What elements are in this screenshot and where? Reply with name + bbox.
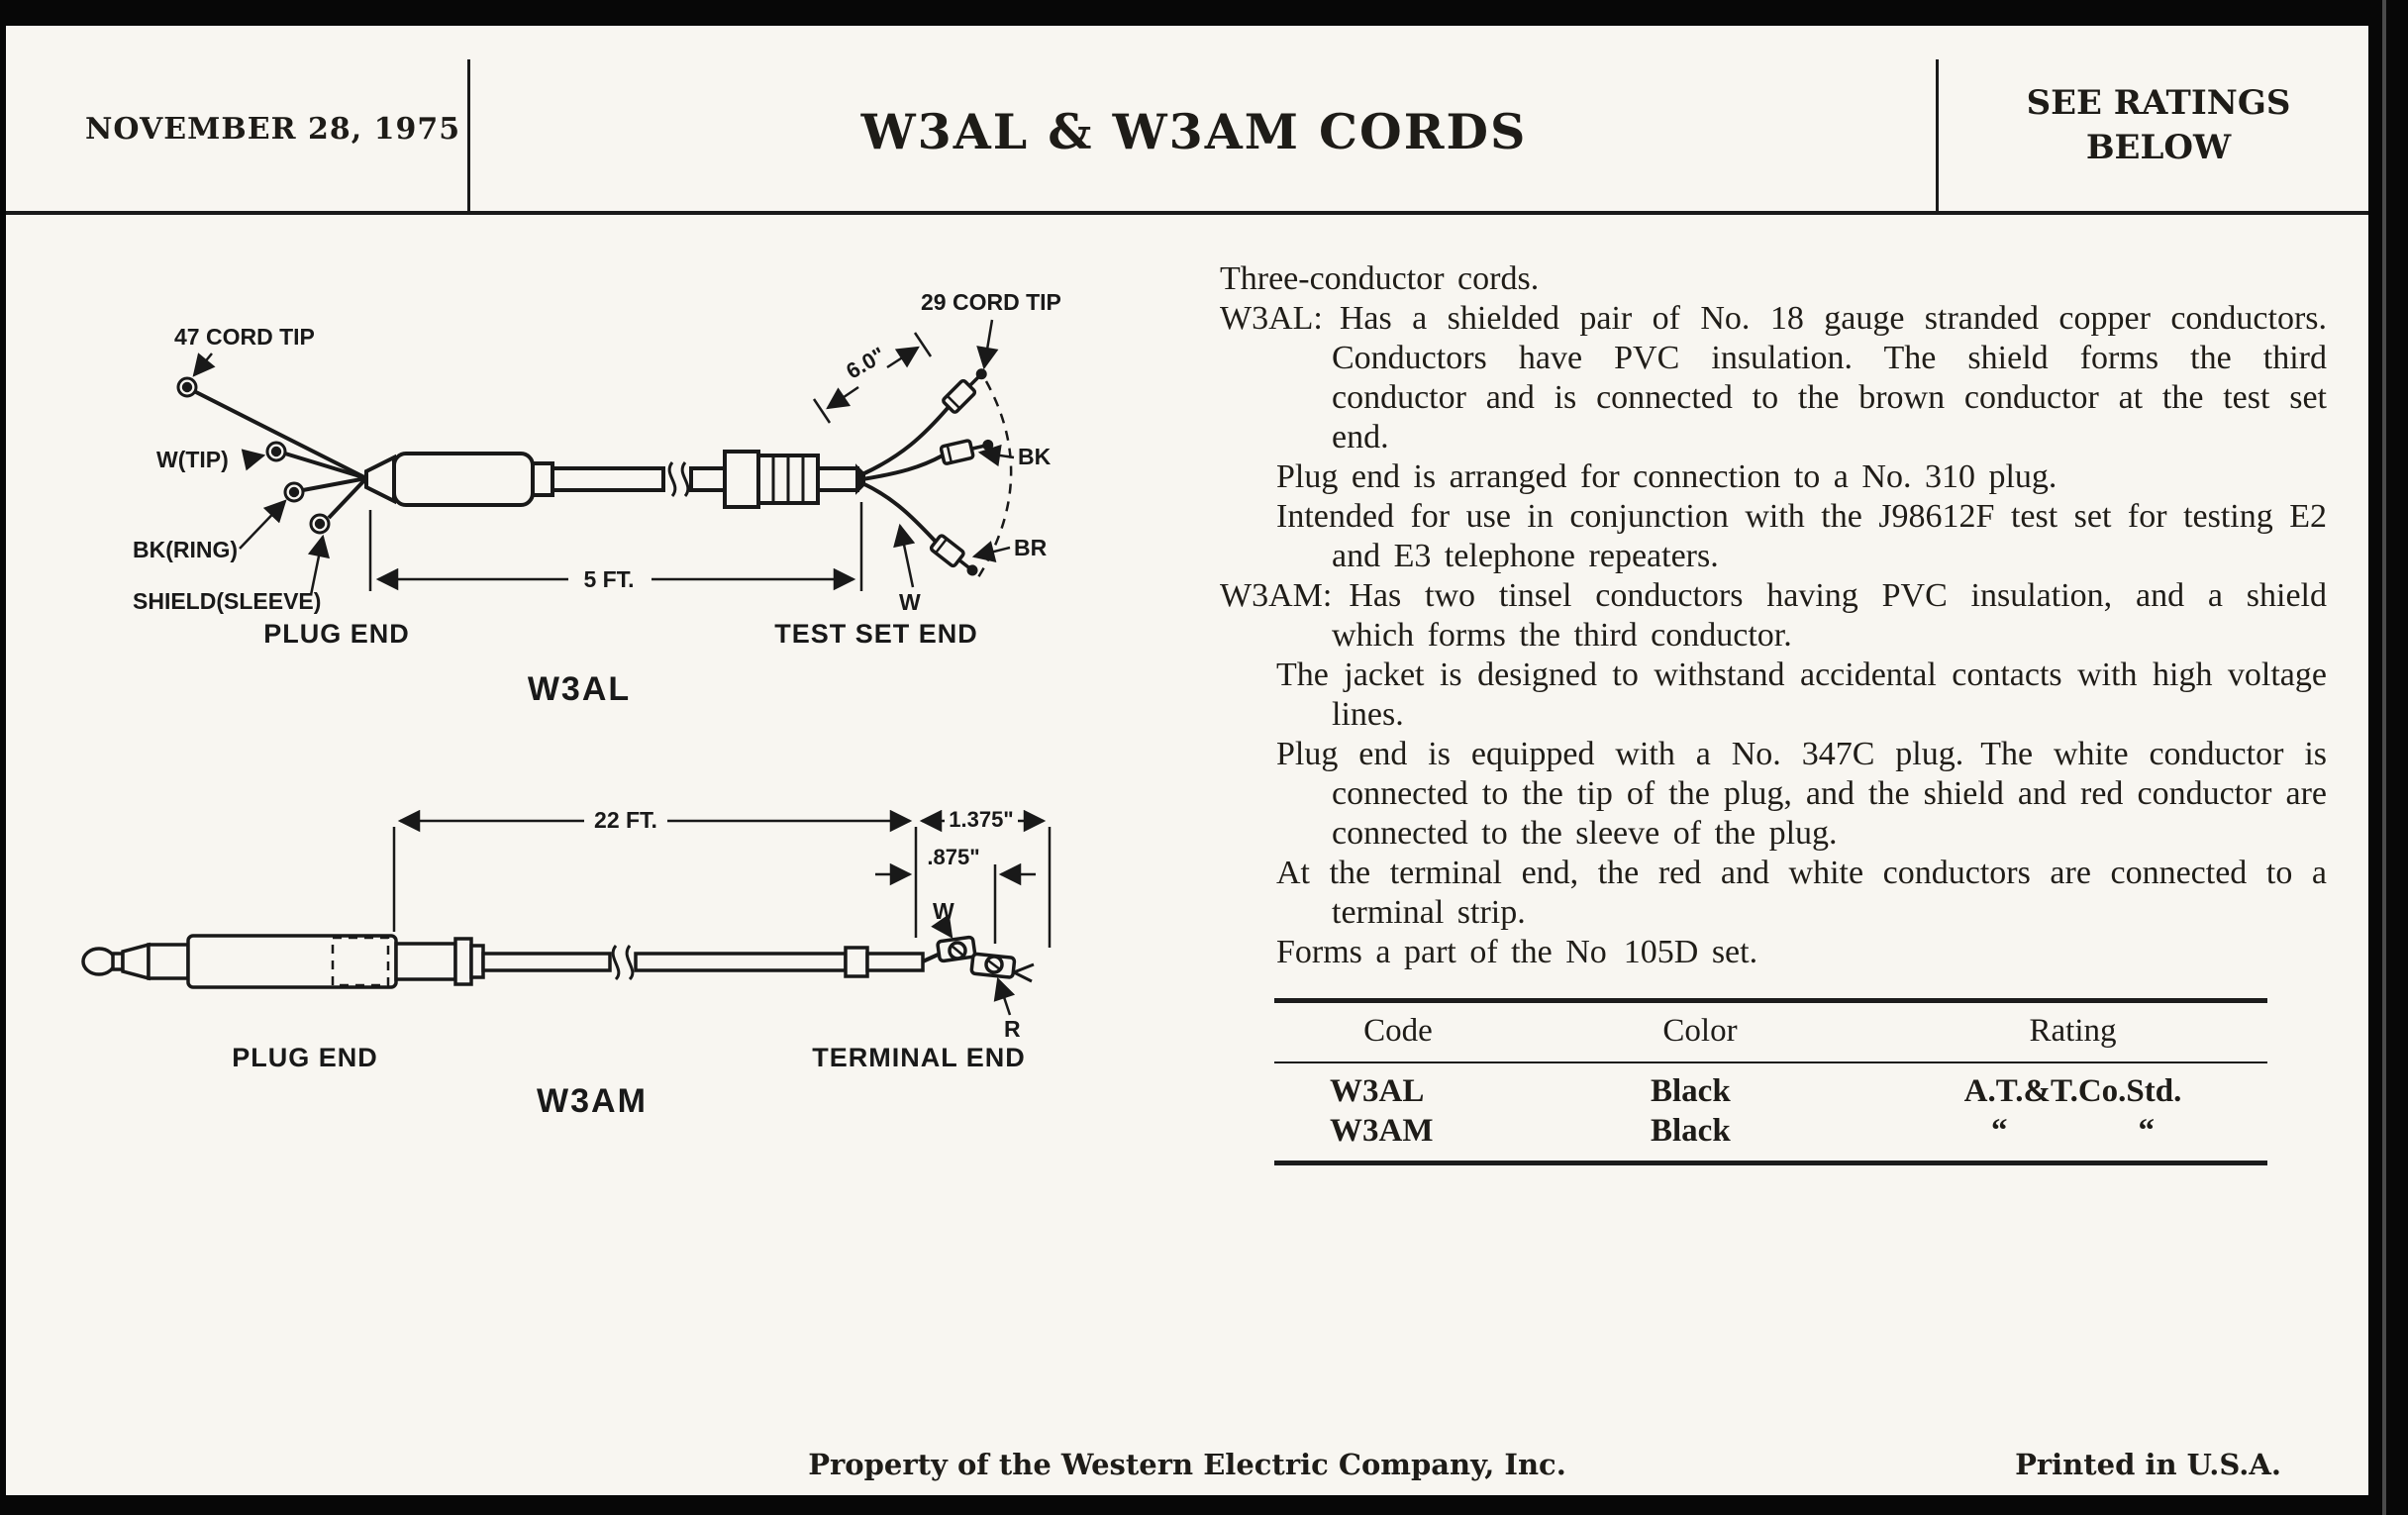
cell-color: Black xyxy=(1651,1073,1731,1109)
plug-boot xyxy=(366,457,394,501)
label-shield-sleeve: SHIELD(SLEEVE) xyxy=(133,588,322,614)
dimension-6in xyxy=(814,333,931,423)
cell-code: W3AL xyxy=(1330,1073,1425,1109)
page-title: W3AL & W3AM CORDS xyxy=(860,103,1528,160)
printed-line: Printed in U.S.A. xyxy=(2015,1448,2281,1481)
ratings-table-body xyxy=(1274,1063,2267,1161)
w3al-labels xyxy=(133,289,1061,708)
paragraph-intro: Three-conductor cords. xyxy=(1220,260,1540,297)
paragraph-jacket: The jacket is designed to withstand accidental contacts with high voltage lines. xyxy=(1276,656,2327,733)
barrel-step xyxy=(396,944,455,979)
cord-tip-top xyxy=(943,365,990,413)
label-29-cord-tip: 29 CORD TIP xyxy=(921,289,1061,315)
paragraph-test-set-use: Intended for use in conjunction with the J98612F test set for testing E2 and E3 telephone repeaters. xyxy=(1276,498,2327,574)
leader-arrow xyxy=(943,924,952,937)
leader-arrow xyxy=(984,320,992,367)
cell-color: Black xyxy=(1651,1113,1731,1149)
label-w: W xyxy=(899,589,921,615)
paragraph-w3am: W3AM: Has two tinsel conductors having PVC insulation, and a shield which forms the third conductor. xyxy=(1220,577,2327,654)
w3am-labels xyxy=(232,898,1026,1120)
sleeve-neck xyxy=(533,463,552,495)
wire-test-bottom xyxy=(862,483,936,542)
label-bk: BK xyxy=(1018,444,1052,469)
leader-arrow xyxy=(246,455,263,459)
col-header-color: Color xyxy=(1662,1013,1738,1049)
description-text xyxy=(1220,259,2327,1165)
break-symbol xyxy=(627,946,633,979)
dim-tick xyxy=(814,399,830,423)
dim-arrow xyxy=(887,348,918,367)
label-plug-end: PLUG END xyxy=(232,1043,378,1072)
w3am-cord-drawing xyxy=(83,936,1034,987)
cable-coupler xyxy=(846,948,867,976)
w3am-dimensions xyxy=(394,803,1050,948)
w3am-diagram xyxy=(69,777,1139,1154)
document-page xyxy=(6,26,2368,1495)
dim-875-label: .875" xyxy=(927,845,980,869)
paragraph-terminal-end: At the terminal end, the red and white conductors are connected to a terminal strip. xyxy=(1276,855,2327,931)
leader-arrow xyxy=(998,979,1010,1015)
cell-code: W3AM xyxy=(1330,1113,1434,1149)
dimension-5ft xyxy=(370,502,861,595)
plug-tip xyxy=(83,949,115,974)
label-47-cord-tip: 47 CORD TIP xyxy=(174,324,315,350)
cord-tip-bottom xyxy=(930,535,980,579)
ring-collar xyxy=(471,946,483,977)
leader-arrow xyxy=(311,537,323,595)
col-header-code: Code xyxy=(1363,1013,1433,1049)
leader-arrow xyxy=(194,354,212,375)
break-symbol xyxy=(613,946,619,979)
label-w-tip: W(TIP) xyxy=(156,447,229,472)
dim-6in-label: 6.0" xyxy=(842,342,890,384)
cable-segment xyxy=(552,468,663,490)
cell-rating: A.T.&T.Co.Std. xyxy=(1963,1073,2182,1109)
dim-22ft-label: 22 FT. xyxy=(594,807,657,833)
cable-segment xyxy=(867,954,923,970)
ratings-table xyxy=(1274,998,2267,1165)
plug-sleeve xyxy=(394,454,533,505)
label-plug-end: PLUG END xyxy=(263,619,410,649)
terminal-fork xyxy=(1014,964,1034,981)
label-w: W xyxy=(933,898,954,924)
plug-barrel xyxy=(188,936,396,987)
table-row-w3am xyxy=(1274,1111,2267,1151)
label-terminal-end: TERMINAL END xyxy=(812,1043,1026,1072)
break-symbol xyxy=(669,462,675,496)
leader-arrow xyxy=(240,501,285,549)
leader-arrow xyxy=(974,548,1010,556)
leader-arrow xyxy=(900,526,913,587)
w3al-cable-drawing xyxy=(178,365,1011,579)
label-bk-ring: BK(RING) xyxy=(133,537,239,562)
label-br: BR xyxy=(1014,535,1048,560)
dim-arrow xyxy=(828,387,858,408)
cable-segment xyxy=(636,954,846,970)
ratings-note-line2: BELOW xyxy=(2085,128,2232,167)
terminal-bk-ring xyxy=(285,483,303,501)
cable-coupler xyxy=(725,452,758,507)
paragraph-w3al: W3AL: Has a shielded pair of No. 18 gauge stranded copper conductors. Conductors have PVC insulation. The shield forms the third conductor and is connected to the brown conductor at the test set end. xyxy=(1220,300,2327,455)
cable-segment xyxy=(691,468,725,490)
plug-shaft xyxy=(149,945,188,978)
ratings-note xyxy=(1975,81,2342,170)
paragraph-plug-347c: Plug end is equipped with a No. 347C plug. The white conductor is connected to the tip of the plug, and the shield and red conductor are connected to the sleeve of the plug. xyxy=(1276,736,2327,852)
dim-1375-label: 1.375" xyxy=(949,807,1014,832)
col-header-rating: Rating xyxy=(2029,1013,2117,1049)
label-r: R xyxy=(1004,1016,1021,1042)
terminal-47 xyxy=(178,378,196,396)
header-divider-left xyxy=(467,59,470,211)
label-test-set-end: TEST SET END xyxy=(774,619,978,649)
header-divider-right xyxy=(1936,59,1939,211)
ring-collar xyxy=(455,939,471,984)
scan-edge-artifact xyxy=(2382,0,2386,1515)
table-row-w3al xyxy=(1274,1071,2267,1111)
cell-rating: “ “ xyxy=(1991,1113,2155,1149)
ratings-table-header xyxy=(1274,1003,2267,1063)
dim-5ft-label: 5 FT. xyxy=(583,566,635,592)
dim-tick xyxy=(915,333,931,356)
ratings-note-line1: SEE RATINGS xyxy=(2026,83,2291,123)
wire-test-top xyxy=(862,407,949,474)
property-line: Property of the Western Electric Company, Inc. xyxy=(808,1448,1566,1481)
break-symbol xyxy=(682,462,688,496)
terminal-w-tip xyxy=(267,443,285,460)
w3al-title: W3AL xyxy=(527,670,632,708)
w3al-diagram xyxy=(129,243,1129,728)
cable-segment xyxy=(818,468,857,490)
terminal-shield xyxy=(311,515,329,533)
paragraph-plug-310: Plug end is arranged for connection to a No. 310 plug. xyxy=(1276,458,2057,495)
cord-tip-mid xyxy=(941,436,993,464)
header-rule xyxy=(6,211,2368,215)
w3am-title: W3AM xyxy=(537,1082,648,1120)
plug-cone xyxy=(123,945,149,978)
document-date: NOVEMBER 28, 1975 xyxy=(85,112,461,147)
cable-segment xyxy=(483,954,610,970)
paragraph-105d-set: Forms a part of the No 105D set. xyxy=(1276,934,1758,970)
